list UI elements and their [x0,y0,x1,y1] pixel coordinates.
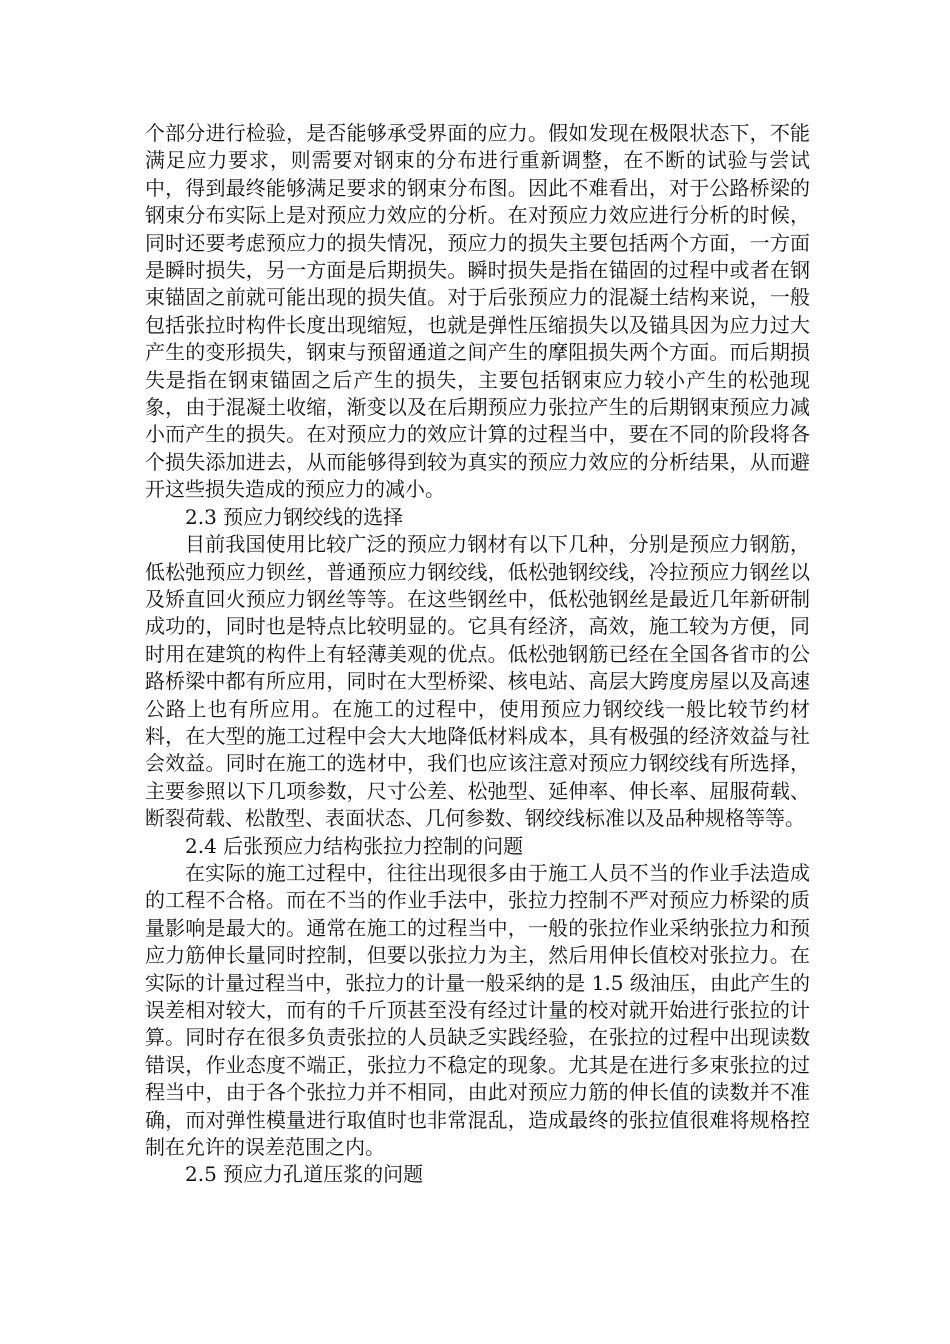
body-paragraph: 在实际的施工过程中，往往出现很多由于施工人员不当的作业手法造成的工程不合格。而在不当的作业手法中，张拉力控制不严对预应力桥梁的质量影响是最大的。通常在施工的过程当中，一般的张拉作业采纳张拉力和预应力筋伸长量同时控制，但要以张拉力为主，然后用伸长值校对张拉力。在实际的计量过程当中，张拉力的计量一般采纳的是 1.5 级油压，由此产生的误差相对较大，而有的千斤顶甚至没有经过计量的校对就开始进行张拉的计算。同时存在很多负责张拉的人员缺乏实践经验，在张拉的过程中出现读数错误，作业态度不端正，张拉力不稳定的现象。尤其是在进行多束张拉的过程当中，由于各个张拉力并不相同，由此对预应力筋的伸长值的读数并不准确，而对弹性模量进行取值时也非常混乱，造成最终的张拉值很难将规格控制在允许的误差范围之内。 [145,860,810,1160]
section-heading-2-3: 2.3 预应力钢绞线的选择 [185,504,404,529]
body-paragraph: 个部分进行检验，是否能够承受界面的应力。假如发现在极限状态下，不能满足应力要求，则需要对钢束的分布进行重新调整，在不断的试验与尝试中，得到最终能够满足要求的钢束分布图。因此不难看出，对于公路桥梁的钢束分布实际上是对预应力效应的分析。在对预应力效应进行分析的时候，同时还要考虑预应力的损失情况，预应力的损失主要包括两个方面，一方面是瞬时损失，另一方面是后期损失。瞬时损失是指在锚固的过程中或者在钢束锚固之前就可能出现的损失值。对于后张预应力的混凝土结构来说，一般包括张拉时构件长度出现缩短，也就是弹性压缩损失以及锚具因为应力过大产生的变形损失，钢束与预留通道之间产生的摩阻损失两个方面。而后期损失是指在钢束锚固之后产生的损失，主要包括钢束应力较小产生的松弛现象，由于混凝土收缩，渐变以及在后期预应力张拉产生的后期钢束预应力减小而产生的损失。在对预应力的效应计算的过程当中，要在不同的阶段将各个损失添加进去，从而能够得到较为真实的预应力效应的分析结果，从而避开这些损失造成的预应力的减小。 [145,121,810,502]
document-page [145,120,810,1189]
section-heading-2-5: 2.5 预应力孔道压浆的问题 [185,1162,424,1187]
section-heading-2-4: 2.4 后张预应力结构张拉力控制的问题 [185,833,524,858]
body-paragraph: 目前我国使用比较广泛的预应力钢材有以下几种，分别是预应力钢筋，低松弛预应力钡丝，普通预应力钢绞线，低松弛钢绞线，冷拉预应力钢丝以及矫直回火预应力钢丝等等。在这些钢丝中，低松弛钢丝是最近几年新研制成功的，同时也是特点比较明显的。它具有经济，高效，施工较为方便，同时用在建筑的构件上有轻薄美观的优点。低松弛钢筋已经在全国各省市的公路桥梁中都有所应用，同时在大型桥梁、核电站、高层大跨度房屋以及高速公路上也有所应用。在施工的过程中，使用预应力钢绞线一般比较节约材料，在大型的施工过程中会大大地降低材料成本，具有极强的经济效益与社会效益。同时在施工的选材中，我们也应该注意对预应力钢绞线有所选择，主要参照以下几项参数，尺寸公差、松弛型、延伸率、伸长率、屈服荷载、断裂荷载、松散型、表面状态、几何参数、钢绞线标准以及品种规格等等。 [145,532,810,831]
